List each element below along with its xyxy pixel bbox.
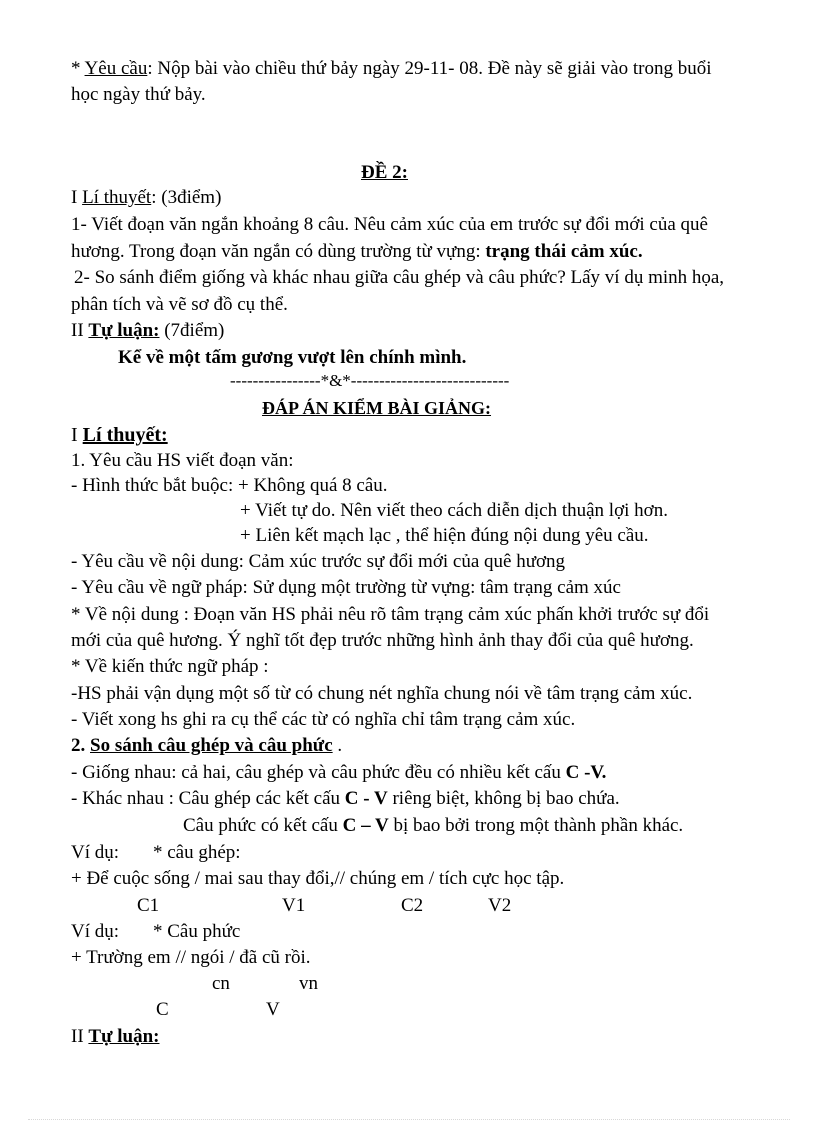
exam-theory-label: Lí thuyết — [82, 187, 152, 208]
answer-similarity — [71, 761, 606, 785]
example-2-c: C — [156, 999, 169, 1020]
exam-question-2-line-1: 2- So sánh điểm giống và khác nhau giữa câu ghép và câu phức? Lấy ví dụ minh họa, — [74, 267, 725, 288]
example-1-type: * câu ghép: — [153, 842, 241, 863]
answer-item-1: 1. Yêu cầu HS viết đoạn văn: — [71, 450, 294, 471]
answer-grammar-line-2: - Viết xong hs ghi ra cụ thể các từ có nghĩa chỉ tâm trạng cảm xúc. — [71, 709, 576, 730]
exam-essay-heading — [71, 319, 224, 343]
answer-difference-1-end: riêng biệt, không bị bao chứa. — [387, 788, 620, 809]
answer-essay-heading — [71, 1025, 159, 1049]
answer-difference-1-structure: C - V — [344, 788, 388, 809]
exam-question-1-emphasis: trạng thái cảm xúc. — [485, 241, 643, 262]
answer-difference-2-text: Câu phức có kết cấu — [183, 815, 343, 836]
answer-similarity-structure: C -V. — [565, 762, 607, 783]
answer-form-1: - Hình thức bắt buộc: + Không quá 8 câu. — [71, 475, 388, 496]
answer-content-detail-1: * Về nội dung : Đoạn văn HS phải nêu rõ tâm trạng cảm xúc phấn khởi trước sự đổi — [71, 604, 710, 625]
exam-theory-prefix: I — [71, 187, 83, 208]
example-1-c2: C2 — [401, 895, 424, 916]
requirement-text: : Nộp bài vào chiều thứ bảy ngày 29-11- 08. Đề này sẽ giải vào trong buổi — [147, 58, 712, 79]
exam-title: ĐỀ 2: — [361, 162, 408, 183]
answer-form-3: + Liên kết mạch lạc , thể hiện đúng nội dung yêu cầu. — [240, 525, 649, 546]
answer-similarity-text: - Giống nhau: cả hai, câu ghép và câu phức đều có nhiều kết cấu — [71, 762, 566, 783]
answer-essay-prefix: II — [71, 1026, 89, 1047]
requirement-star: * — [71, 58, 85, 79]
example-2-type: * Câu phức — [153, 921, 241, 942]
exam-question-2-line-2: phân tích và vẽ sơ đồ cụ thể. — [71, 294, 288, 315]
answer-form-2: + Viết tự do. Nên viết theo cách diễn dịch thuận lợi hơn. — [240, 500, 668, 521]
answer-difference-2 — [183, 814, 683, 838]
exam-question-1-line-2 — [71, 240, 643, 264]
answer-theory-prefix: I — [71, 424, 83, 446]
example-2-vn: vn — [299, 973, 318, 994]
answer-item-2 — [71, 734, 342, 758]
answer-essay-label: Tự luận: — [88, 1026, 160, 1047]
example-2-cn: cn — [212, 973, 230, 994]
example-1-v1: V1 — [282, 895, 306, 916]
exam-question-1-text: hương. Trong đoạn văn ngắn có dùng trường từ vựng: — [71, 241, 486, 262]
answer-item-2-number: 2. — [71, 735, 90, 756]
example-1-c1: C1 — [137, 895, 160, 916]
exam-essay-points: (7điểm) — [159, 320, 225, 341]
exam-essay-task: Kể về một tấm gương vượt lên chính mình. — [118, 347, 467, 368]
answer-difference-1-text: - Khác nhau : Câu ghép các kết cấu — [71, 788, 345, 809]
section-divider: ----------------*&*---------------------------- — [230, 371, 510, 390]
example-1-label: Ví dụ: — [71, 842, 120, 863]
example-2-label: Ví dụ: — [71, 921, 120, 942]
page-bottom-rule — [28, 1119, 790, 1120]
exam-question-1-line-1: 1- Viết đoạn văn ngắn khoảng 8 câu. Nêu cảm xúc của em trước sự đổi mới của quê — [71, 214, 708, 235]
answer-item-2-title: So sánh câu ghép và câu phức — [90, 735, 333, 756]
answer-grammar-requirement: - Yêu cầu về ngữ pháp: Sử dụng một trường từ vựng: tâm trạng cảm xúc — [71, 577, 621, 598]
answer-difference-2-end: bị bao bởi trong một thành phần khác. — [388, 815, 684, 836]
answer-title: ĐÁP ÁN KIỂM BÀI GIẢNG: — [262, 398, 492, 418]
exam-essay-label: Tự luận: — [88, 320, 160, 341]
example-1-sentence: + Để cuộc sống / mai sau thay đổi,// chúng em / tích cực học tập. — [71, 868, 565, 889]
answer-grammar-line-1: -HS phải vận dụng một số từ có chung nét nghĩa chung nói về tâm trạng cảm xúc. — [71, 683, 693, 704]
requirement-line-1 — [71, 57, 711, 81]
example-2-sentence: + Trường em // ngói / đã cũ rồi. — [71, 947, 311, 968]
answer-grammar-knowledge: * Về kiến thức ngữ pháp : — [71, 656, 269, 677]
exam-theory-points: : (3điểm) — [151, 187, 222, 208]
answer-difference-2-structure: C – V — [342, 815, 389, 836]
example-1-v2: V2 — [488, 895, 512, 916]
answer-difference-1 — [71, 787, 620, 811]
answer-theory-label: Lí thuyết: — [82, 424, 168, 446]
answer-content-detail-2: mới của quê hương. Ý nghĩ tốt đẹp trước những hình ảnh thay đổi của quê hương. — [71, 630, 694, 651]
exam-essay-prefix: II — [71, 320, 89, 341]
example-2-v: V — [266, 999, 280, 1020]
exam-theory-heading — [71, 186, 221, 210]
answer-content-requirement: - Yêu cầu về nội dung: Cảm xúc trước sự đổi mới của quê hương — [71, 551, 566, 572]
answer-theory-heading — [71, 423, 168, 447]
requirement-line-2: học ngày thứ bảy. — [71, 84, 206, 105]
requirement-label: Yêu cầu — [84, 58, 148, 79]
answer-item-2-end: . — [332, 735, 343, 756]
